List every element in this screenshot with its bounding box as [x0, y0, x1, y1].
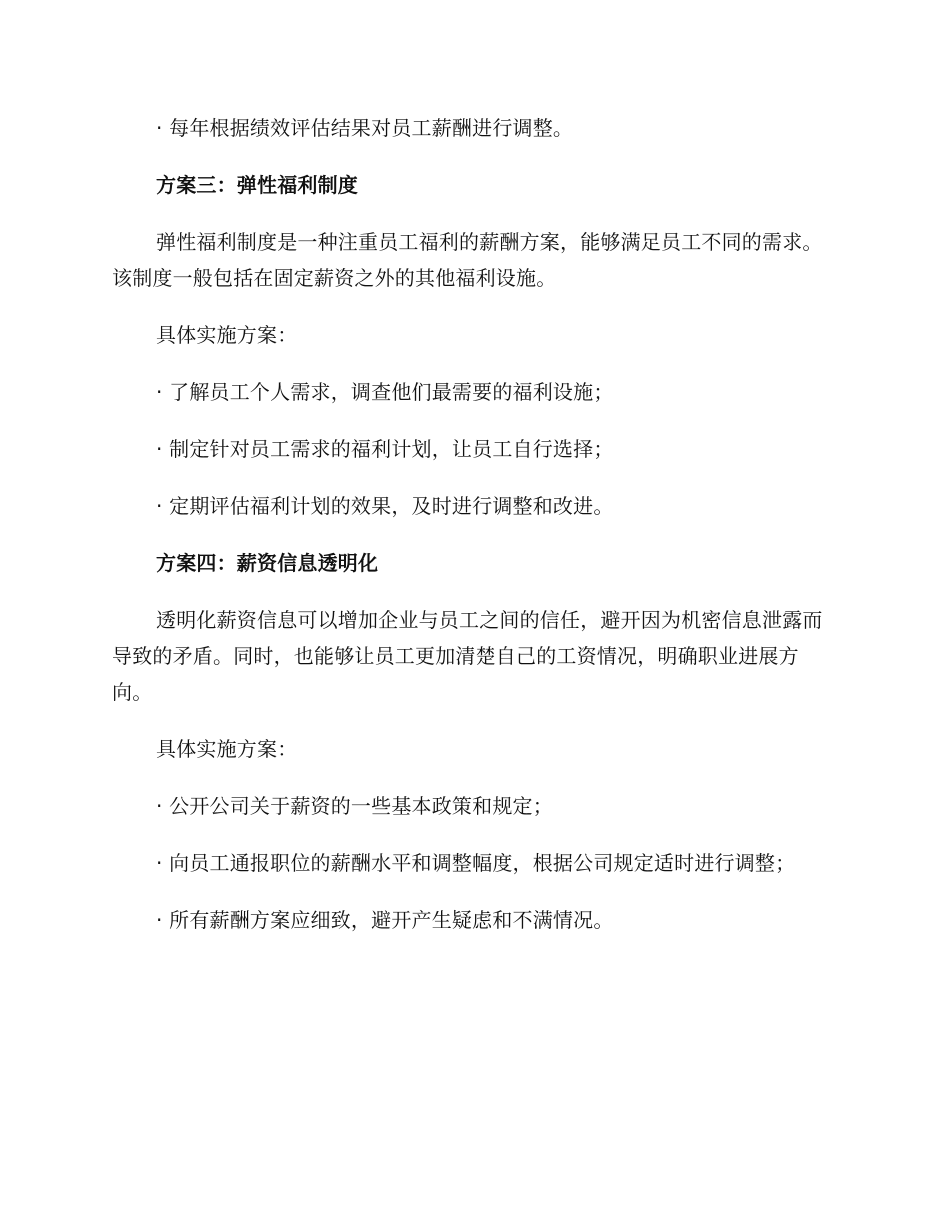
bullet-annual-adjustment: · 每年根据绩效评估结果对员工薪酬进行调整。	[156, 116, 574, 140]
paragraph-flexible-benefits: 弹性福利制度是一种注重员工福利的薪酬方案，能够满足员工不同的需求。该制度一般包括在固定薪资之外的其他福利设施。	[112, 230, 823, 290]
document-page	[112, 110, 832, 959]
section-heading-plan-four: 方案四：薪资信息透明化	[156, 551, 379, 575]
bullet-evaluate-plan: · 定期评估福利计划的效果，及时进行调整和改进。	[156, 494, 614, 518]
label-implementation-plan: 具体实施方案：	[156, 737, 298, 761]
bullet-detailed-plans: · 所有薪酬方案应细致，避开产生疑虑和不满情况。	[156, 908, 614, 932]
bullet-benefit-plan: · 制定针对员工需求的福利计划，让员工自行选择；	[156, 437, 614, 461]
label-implementation-plan: 具体实施方案：	[156, 323, 298, 347]
paragraph-salary-transparency: 透明化薪资信息可以增加企业与员工之间的信任，避开因为机密信息泄露而导致的矛盾。同时，也能够让员工更加清楚自己的工资情况，明确职业进展方向。	[112, 608, 823, 704]
bullet-understand-needs: · 了解员工个人需求，调查他们最需要的福利设施；	[156, 380, 614, 404]
section-heading-plan-three: 方案三：弹性福利制度	[156, 173, 358, 197]
bullet-public-policy: · 公开公司关于薪资的一些基本政策和规定；	[156, 794, 553, 818]
bullet-notify-levels: · 向员工通报职位的薪酬水平和调整幅度，根据公司规定适时进行调整；	[156, 851, 796, 875]
